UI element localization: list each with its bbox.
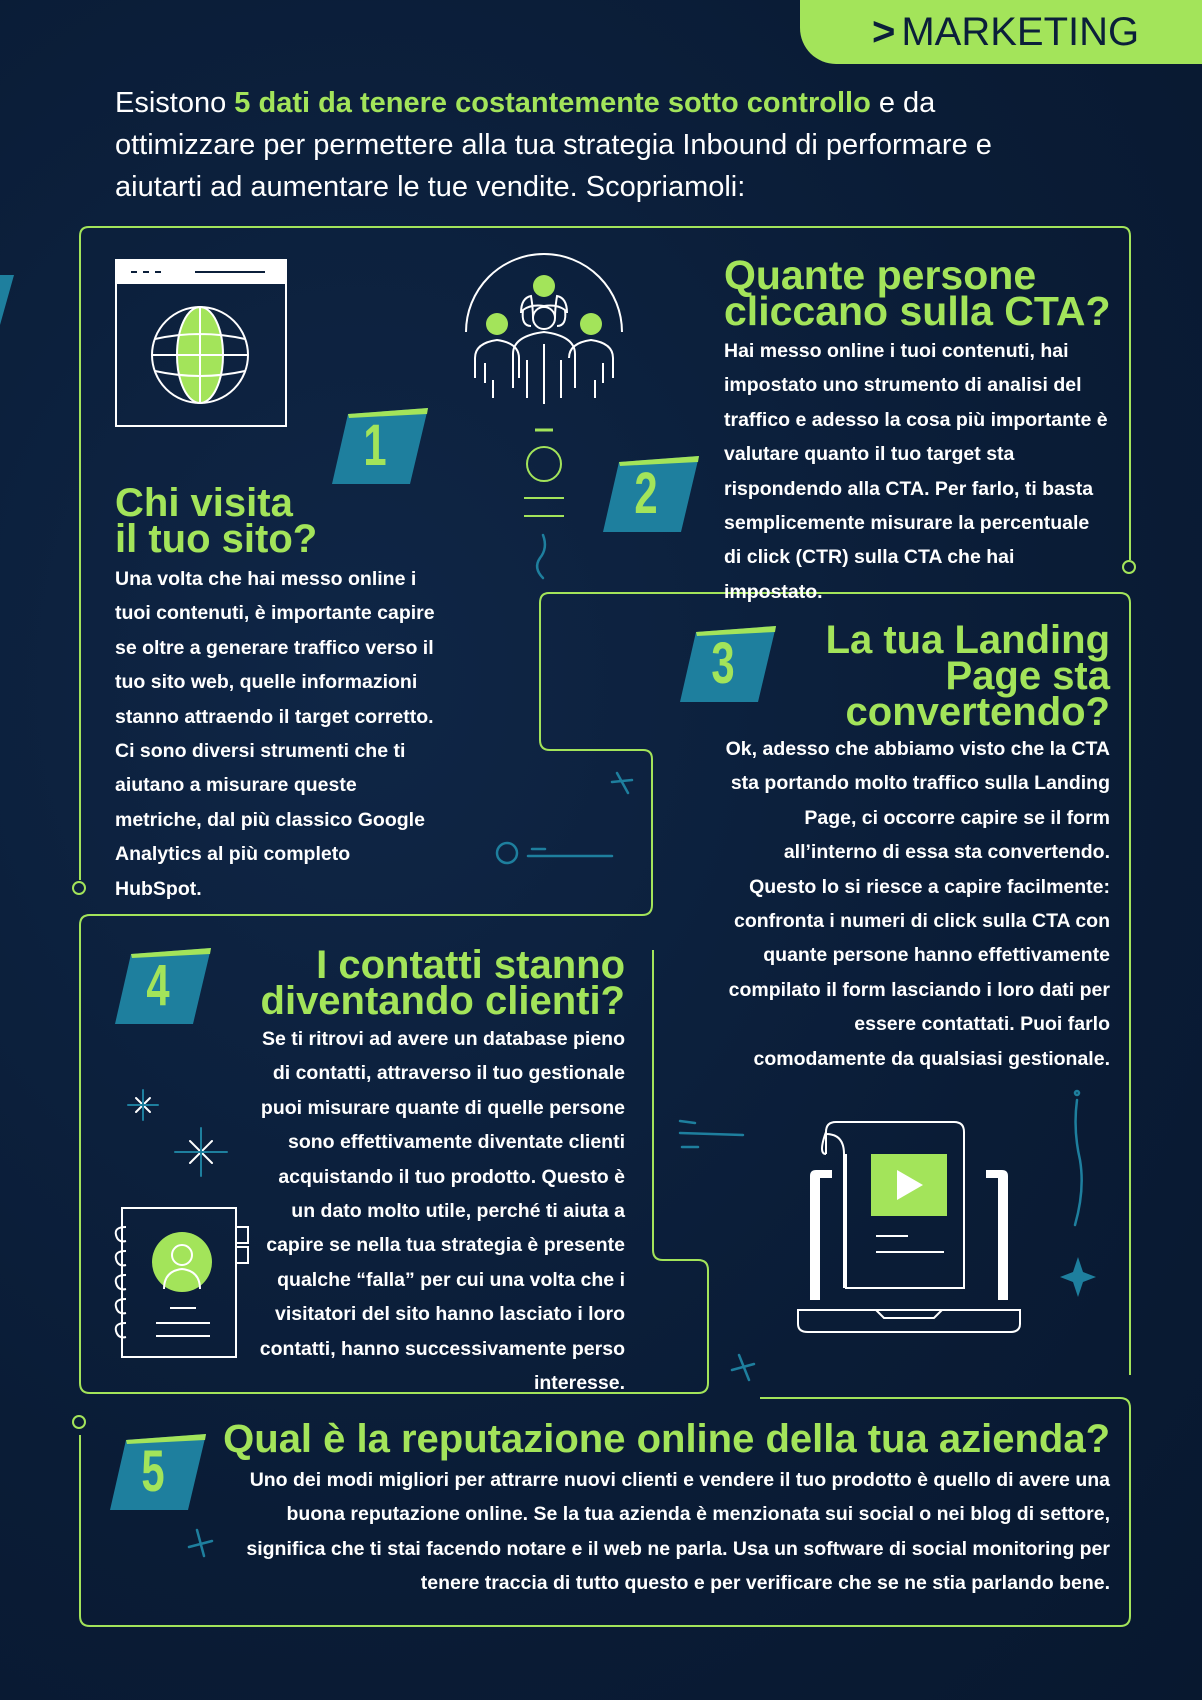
section-5-title: Qual è la reputazione online della tua azienda? [223,1417,1110,1461]
sparkle-lines-icon [128,1090,158,1120]
laptop-video-icon [796,1120,1022,1335]
number-label: 1 [363,413,387,478]
dash-lines-icon [528,849,612,856]
intro-rest: e da ottimizzare per permettere alla tua strategia Inbound di performare e aiutarti ad aumentare le tue vendite. Scopriamoli: [115,87,992,203]
number-badge-1 [332,408,418,484]
section-5-body: Uno dei modi migliori per attrarre nuovi clienti e vendere il tuo prodotto è quello di avere una buona reputazione online. Se la tua azienda è menzionata sui social o nei blog di settore, significa che ti stai facendo notare e il web ne parla. Usa un software di social monitoring per tenere traccia di tutto questo e per verificare che se ne stia parlando bene. [246,1469,1110,1595]
number-label: 2 [634,461,658,526]
address-book-icon [112,1205,252,1360]
number-label: 4 [146,953,170,1018]
corner-shape [0,275,14,325]
star-icon [1060,1257,1096,1297]
tag-label: MARKETING [901,10,1140,54]
title-line: I contatti stanno [316,943,625,987]
number-label: 5 [141,1439,165,1504]
title-line: convertendo? [845,690,1110,734]
title-line: cliccano sulla CTA? [724,288,1111,334]
outline-node [73,882,85,894]
section-1-title [115,481,318,561]
title-line: Page sta [945,654,1110,698]
sparkle-lines-icon [175,1128,227,1176]
tag-arrow: > [872,10,896,54]
sparkle-icon [189,1530,212,1556]
number-label: 3 [711,631,735,696]
title-line: La tua Landing [825,618,1110,662]
sparkle-icon [612,773,632,793]
speed-lines-icon [680,1121,743,1147]
number-badge-2 [603,456,689,532]
outline-node [1123,561,1135,573]
section-4-title [225,943,625,1023]
dot-icon [497,843,517,863]
title-line: Chi visita [115,481,293,525]
globe-browser-icon [115,259,287,427]
dot-icon [1075,1091,1079,1095]
section-2-title [724,252,1111,334]
squiggle-icon [1075,1100,1082,1225]
people-group-icon [463,248,625,588]
number-badge-4 [115,948,201,1024]
title-line: Quante persone [724,252,1037,298]
section-4-body: Se ti ritrovi ad avere un database pieno di contatti, attraverso il tuo gestionale puoi misurare quante di quelle persone sono effettivamente diventate clienti acquistando il tuo prodotto. Questo è un dato molto utile, perché ti aiuta a capire se nella tua strategia è presente qualche “falla” per cui una volta che i visitatori del sito hanno lasciato i loro contatti, hanno successivamente perso interesse. [259,1028,625,1395]
intro-highlight: 5 dati da tenere costantemente sotto controllo [234,87,871,119]
section-3-title [770,618,1110,734]
sparkle-icon [732,1355,754,1380]
intro-lead: Esistono [115,87,235,119]
title-line: il tuo sito? [115,517,318,561]
title-line: diventando clienti? [260,979,625,1023]
section-1-body: Una volta che hai messo online i tuoi contenuti, è importante capire se oltre a generare traffico verso il tuo sito web, quelle informazioni stanno attraendo il target corretto. Ci sono diversi strumenti che ti aiutano a misurare queste metriche, dal più classico Google Analytics al più completo HubSpot. [115,568,435,900]
number-badge-3 [680,626,766,702]
number-badge-5 [110,1434,196,1510]
section-3-body: Ok, adesso che abbiamo visto che la CTA sta portando molto traffico sulla Landing Page, ci occorre capire se il form all’interno di essa sta convertendo. Questo lo si riesce a capire facilmente: confronta i numeri di click sulla CTA con quante persone hanno effettivamente compilato il form lasciando i loro dati per essere contattati. Puoi farlo comodamente da qualsiasi gestionale. [725,738,1110,1070]
section-2-body: Hai messo online i tuoi contenuti, hai impostato uno strumento di analisi del traffico e adesso la cosa più importante è valutare quanto il tuo target sta rispondendo alla CTA. Per farlo, ti basta semplicemente misurare la percentuale di click (CTR) sulla CTA che hai impostato. [724,340,1108,603]
outline-node [73,1416,85,1428]
